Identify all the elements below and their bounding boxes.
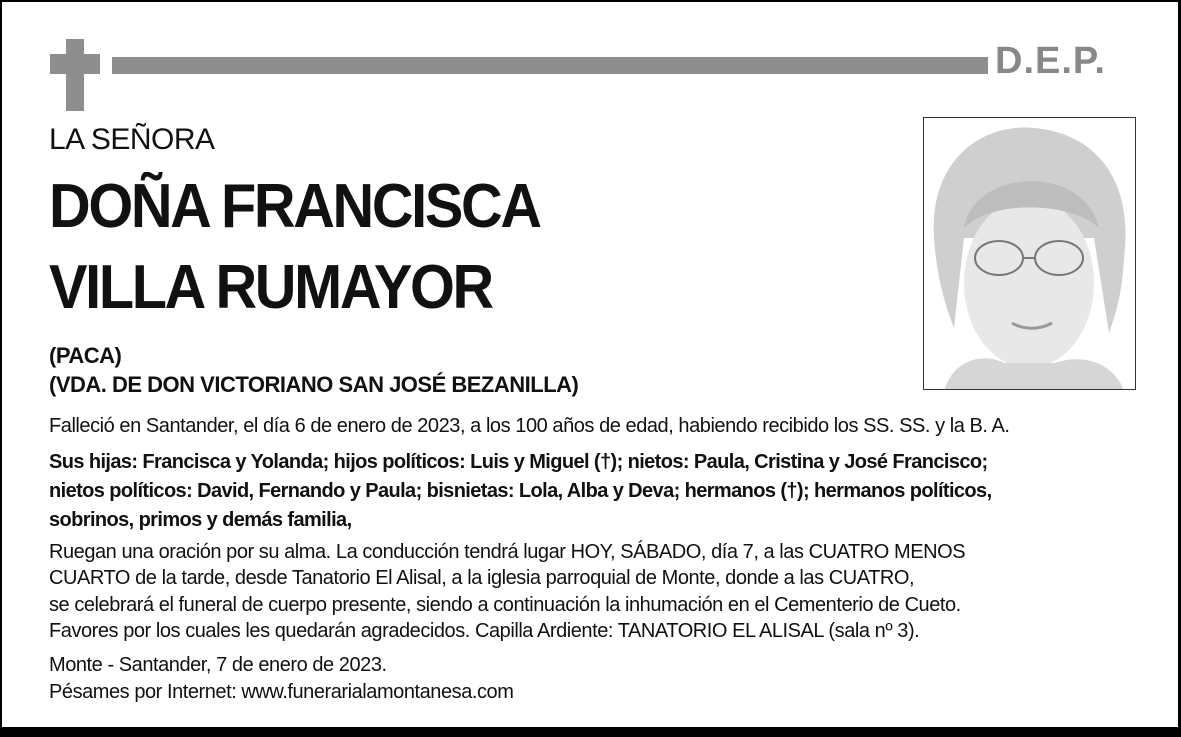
- header-rule: [112, 57, 988, 74]
- dep-label: D.E.P.: [995, 40, 1106, 82]
- widow-of: (VDA. DE DON VICTORIANO SAN JOSÉ BEZANILLA): [49, 372, 579, 397]
- service-line: Favores por los cuales les quedarán agradecidos. Capilla Ardiente: TANATORIO EL ALISAL (sala nº 3).: [49, 620, 920, 642]
- service-line: CUARTO de la tarde, desde Tanatorio El Alisal, a la iglesia parroquial de Monte, donde a las CUATRO,: [49, 567, 915, 589]
- family-line: sobrinos, primos y demás familia,: [49, 509, 352, 531]
- portrait-photo: [923, 117, 1136, 390]
- name-line-2: VILLA RUMAYOR: [49, 253, 492, 322]
- obituary-card: [2, 2, 1178, 727]
- death-notice: Falleció en Santander, el día 6 de enero de 2023, a los 100 años de edad, habiendo recibido los SS. SS. y la B. A.: [49, 415, 1010, 437]
- name-line-1: DOÑA FRANCISCA: [49, 172, 540, 241]
- nickname: (PACA): [49, 343, 122, 368]
- family-line: nietos políticos: David, Fernando y Paula; bisnietas: Lola, Alba y Deva; hermanos (†); hermanos políticos,: [49, 480, 992, 502]
- service-line: se celebrará el funeral de cuerpo presente, siendo a continuación la inhumación en el Cementerio de Cueto.: [49, 594, 961, 616]
- cross-icon-arm: [50, 54, 100, 74]
- service-line: Ruegan una oración por su alma. La conducción tendrá lugar HOY, SÁBADO, día 7, a las CUATRO MENOS: [49, 541, 966, 563]
- condolences-link[interactable]: Pésames por Internet: www.funerarialamontanesa.com: [49, 681, 514, 703]
- cross-icon: [66, 39, 84, 111]
- title-prefix: LA SEÑORA: [49, 123, 215, 156]
- place-date: Monte - Santander, 7 de enero de 2023.: [49, 654, 387, 676]
- family-line: Sus hijas: Francisca y Yolanda; hijos políticos: Luis y Miguel (†); nietos: Paula, Cristina y José Francisco;: [49, 451, 988, 473]
